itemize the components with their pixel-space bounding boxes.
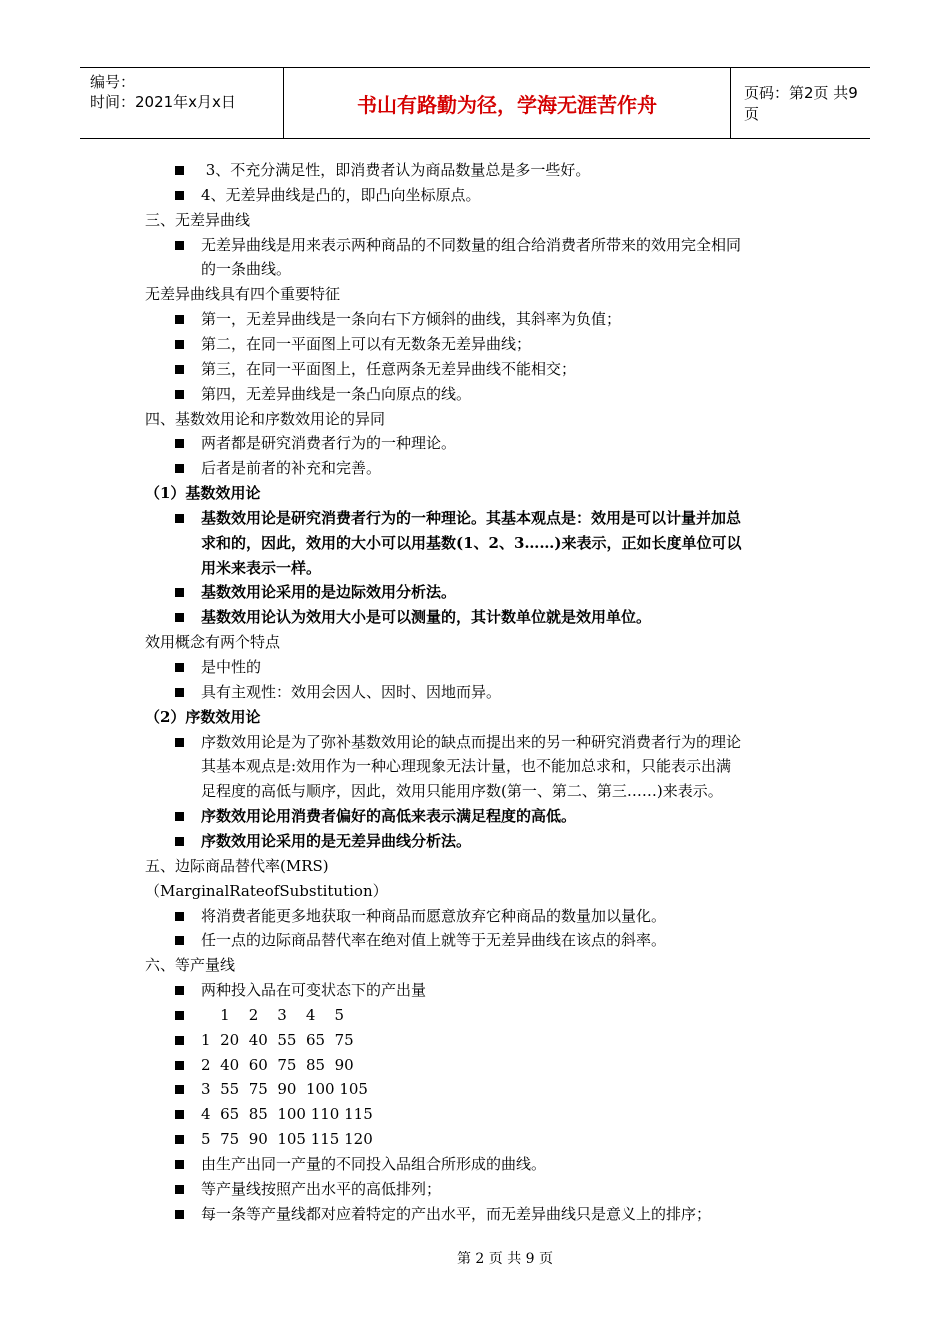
bullet-square-icon [175,588,184,597]
line-text: 序数效用论用消费者偏好的高低来表示满足程度的高低。 [201,807,577,825]
bullet-item [0,1127,950,1151]
bullet-square-icon [175,1011,184,1020]
line-text: 第四，无差异曲线是一条凸向原点的线。 [201,385,472,403]
line-text: 三、无差异曲线 [145,211,251,229]
text-line [0,531,950,555]
bullet-square-icon [175,1210,184,1219]
line-text: 2 40 60 75 85 90 [201,1056,354,1074]
text-line [0,879,950,903]
bullet-square-icon [175,514,184,523]
page-footer: 第 2 页 共 9 页 [456,1251,554,1267]
line-text: 是中性的 [201,658,262,676]
document-date: 时间：2021年x月x日 [90,93,236,111]
header-motto-cell [284,68,731,138]
header-motto: 书山有路勤为径，学海无涯苦作舟 [357,92,657,117]
bullet-square-icon [175,439,184,448]
line-text: 基数效用论采用的是边际效用分析法。 [201,583,457,601]
line-text: 足程度的高低与顺序，因此，效用只能用序数(第一、第二、第三……)来表示。 [201,782,723,800]
bullet-square-icon [175,738,184,747]
line-text: 序数效用论是为了弥补基数效用论的缺点而提出来的另一种研究消费者行为的理论 [201,733,742,751]
bullet-square-icon [175,663,184,672]
text-line [0,779,950,803]
bullet-square-icon [175,936,184,945]
line-text: 将消费者能更多地获取一种商品而愿意放弃它种商品的数量加以量化。 [201,907,667,925]
bullet-item [0,655,950,679]
bullet-item [0,382,950,406]
text-line [0,953,950,977]
bullet-item [0,1202,950,1226]
text-line [0,705,950,729]
line-text: 两种投入品在可变状态下的产出量 [201,981,427,999]
bullet-square-icon [175,340,184,349]
bullet-item [0,332,950,356]
line-text: 效用概念有两个特点 [145,633,281,651]
bullet-square-icon [175,1036,184,1045]
bullet-square-icon [175,464,184,473]
bullet-item [0,456,950,480]
bullet-square-icon [175,688,184,697]
bullet-square-icon [175,241,184,250]
bullet-square-icon [175,912,184,921]
line-text: 由生产出同一产量的不同投入品组合所形成的曲线。 [201,1155,547,1173]
bullet-square-icon [175,390,184,399]
bullet-item [0,1152,950,1176]
bullet-square-icon [175,1185,184,1194]
bullet-item [0,1177,950,1201]
page-header [80,67,870,139]
line-text: 4、无差异曲线是凸的，即凸向坐标原点。 [201,186,481,204]
text-line [0,556,950,580]
bullet-item [0,580,950,604]
bullet-item [0,158,950,182]
text-line [0,630,950,654]
line-text: （1）基数效用论 [145,484,261,502]
bullet-item [0,357,950,381]
line-text: 五、边际商品替代率(MRS) [145,857,329,875]
bullet-square-icon [175,812,184,821]
header-meta [80,68,284,138]
bullet-item [0,605,950,629]
line-text: 第一，无差异曲线是一条向右下方倾斜的曲线，其斜率为负值； [201,310,622,328]
line-text: 求和的，因此，效用的大小可以用基数(1、2、3……)来表示，正如长度单位可以 [201,534,742,552]
bullet-square-icon [175,1110,184,1119]
bullet-square-icon [175,1135,184,1144]
bullet-item [0,730,950,754]
text-line [0,854,950,878]
text-line [0,754,950,778]
line-text: 4 65 85 100 110 115 [201,1105,373,1123]
line-text: 后者是前者的补充和完善。 [201,459,382,477]
line-text: 1 2 3 4 5 [201,1006,345,1024]
bullet-item [0,431,950,455]
line-text: 用米来表示一样。 [201,559,322,577]
bullet-item [0,680,950,704]
line-text: （2）序数效用论 [145,708,261,726]
text-line [0,481,950,505]
bullet-square-icon [175,1085,184,1094]
text-line [0,208,950,232]
line-text: 六、等产量线 [145,956,236,974]
bullet-item [0,506,950,530]
text-line [0,282,950,306]
bullet-square-icon [175,315,184,324]
bullet-square-icon [175,1061,184,1070]
bullet-item [0,1003,950,1027]
line-text: （MarginalRateofSubstitution） [145,882,388,900]
text-line [0,257,950,281]
line-text: 每一条等产量线都对应着特定的产出水平，而无差异曲线只是意义上的排序； [201,1205,712,1223]
line-text: 等产量线按照产出水平的高低排列； [201,1180,442,1198]
line-text: 5 75 90 105 115 120 [201,1130,373,1148]
bullet-item [0,1053,950,1077]
line-text: 的一条曲线。 [201,260,292,278]
bullet-item [0,904,950,928]
header-page-info: 页码：第2页 共9页 [744,84,858,123]
line-text: 无差异曲线具有四个重要特征 [145,285,341,303]
bullet-item [0,1077,950,1101]
line-text: 具有主观性：效用会因人、因时、因地而异。 [201,683,502,701]
bullet-item [0,928,950,952]
bullet-item [0,1028,950,1052]
line-text: 任一点的边际商品替代率在绝对值上就等于无差异曲线在该点的斜率。 [201,931,667,949]
bullet-item [0,1102,950,1126]
bullet-item [0,804,950,828]
bullet-square-icon [175,837,184,846]
bullet-square-icon [175,166,184,175]
line-text: 3 55 75 90 100 105 [201,1080,368,1098]
line-text: 四、基数效用论和序数效用论的异同 [145,410,386,428]
bullet-item [0,978,950,1002]
line-text: 3、不充分满足性，即消费者认为商品数量总是多一些好。 [201,161,591,179]
bullet-square-icon [175,613,184,622]
line-text: 1 20 40 55 65 75 [201,1031,354,1049]
line-text: 其基本观点是:效用作为一种心理现象无法计量，也不能加总求和，只能表示出满 [201,757,732,775]
line-text: 基数效用论认为效用大小是可以测量的，其计数单位就是效用单位。 [201,608,652,626]
bullet-item [0,233,950,257]
line-text: 第三，在同一平面图上，任意两条无差异曲线不能相交； [201,360,577,378]
bullet-item [0,307,950,331]
bullet-square-icon [175,365,184,374]
bullet-item [0,829,950,853]
line-text: 序数效用论采用的是无差异曲线分析法。 [201,832,472,850]
bullet-square-icon [175,191,184,200]
line-text: 第二，在同一平面图上可以有无数条无差异曲线； [201,335,532,353]
line-text: 无差异曲线是用来表示两种商品的不同数量的组合给消费者所带来的效用完全相同 [201,236,742,254]
text-line [0,407,950,431]
bullet-square-icon [175,1160,184,1169]
document-number-label: 编号： [90,73,136,91]
bullet-square-icon [175,986,184,995]
bullet-item [0,183,950,207]
line-text: 两者都是研究消费者行为的一种理论。 [201,434,457,452]
line-text: 基数效用论是研究消费者行为的一种理论。其基本观点是：效用是可以计量并加总 [201,509,742,527]
